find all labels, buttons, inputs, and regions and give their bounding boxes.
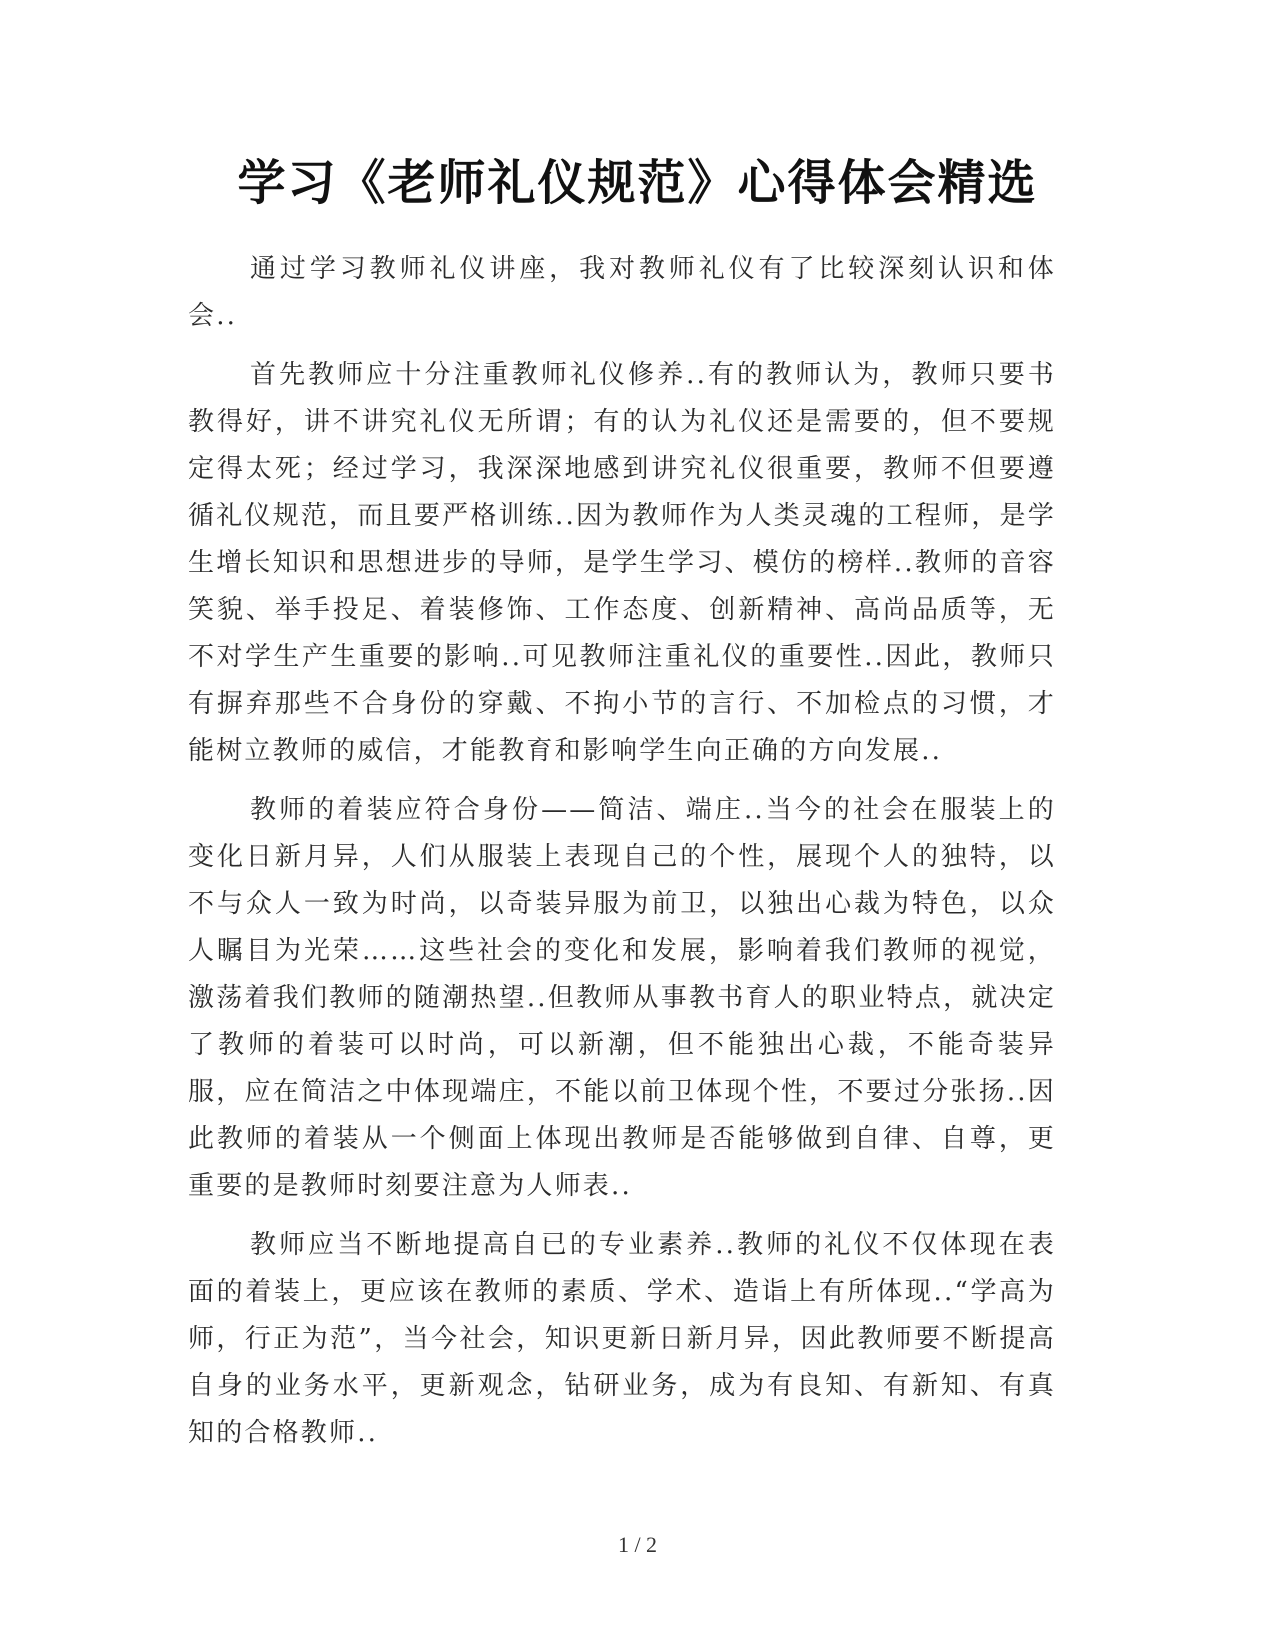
page-number: 1 / 2 — [617, 1532, 658, 1557]
paragraph-etiquette-cultivation: 首先教师应十分注重教师礼仪修养..有的教师认为，教师只要书教得好，讲不讲究礼仪无所谓；有的认为礼仪还是需要的，但不要规定得太死；经过学习，我深深地感到讲究礼仪很重要，教师不但要遵循礼仪规范，而且要严格训练..因为教师作为人类灵魂的工程师，是学生增长知识和思想进步的导师，是学生学习、模仿的榜样..教师的音容笑貌、举手投足、着装修饰、工作态度、创新精神、高尚品质等，无不对学生产生重要的影响..可见教师注重礼仪的重要性..因此，教师只有摒弃那些不合身份的穿戴、不拘小节的言行、不加检点的习惯，才能树立教师的威信，才能教育和影响学生向正确的方向发展.. — [188, 360, 1056, 766]
document-body — [188, 246, 1056, 1469]
paragraph-professional-quality: 教师应当不断地提高自已的专业素养..教师的礼仪不仅体现在表面的着装上，更应该在教师的素质、学术、造诣上有所体现..“学高为师，行正为范”，当今社会，知识更新日新月异，因此教师要不断提高自身的业务水平，更新观念，钻研业务，成为有良知、有新知、有真知的合格教师.. — [188, 1230, 1056, 1448]
document-title: 学习《老师礼仪规范》心得体会精选 — [237, 155, 1038, 211]
paragraph-dress-code: 教师的着装应符合身份——简洁、端庄..当今的社会在服装上的变化日新月异，人们从服装上表现自己的个性，展现个人的独特，以不与众人一致为时尚，以奇装异服为前卫，以独出心裁为特色，以众人瞩目为光荣……这些社会的变化和发展，影响着我们教师的视觉，激荡着我们教师的随潮热望..但教师从事教书育人的职业特点，就决定了教师的着装可以时尚，可以新潮，但不能独出心裁，不能奇装异服，应在简洁之中体现端庄，不能以前卫体现个性，不要过分张扬..因此教师的着装从一个侧面上体现出教师是否能够做到自律、自尊，更重要的是教师时刻要注意为人师表.. — [188, 795, 1056, 1201]
paragraph-intro: 通过学习教师礼仪讲座，我对教师礼仪有了比较深刻认识和体会.. — [188, 254, 1056, 331]
